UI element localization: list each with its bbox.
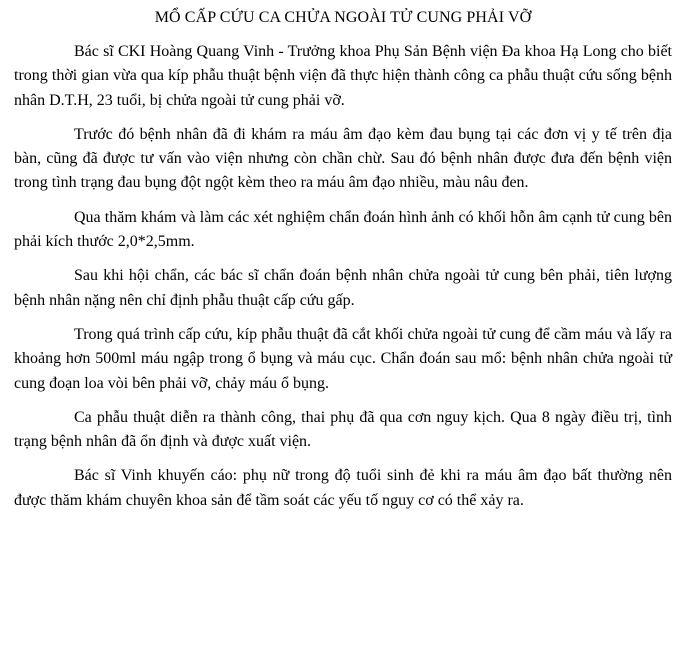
paragraph-6: Ca phẫu thuật diễn ra thành công, thai phụ đã qua cơn nguy kịch. Qua 8 ngày điều trị, tình trạng bệnh nhân đã ổn định và được xuất viện. (14, 408, 672, 451)
document-title: MỔ CẤP CỨU CA CHỬA NGOÀI TỬ CUNG PHẢI VỠ (154, 9, 532, 26)
paragraph-2: Trước đó bệnh nhân đã đi khám ra máu âm đạo kèm đau bụng tại các đơn vị y tế trên địa bàn, cũng đã được tư vấn vào viện nhưng còn chần chừ. Sau đó bệnh nhân được đưa đến bệnh viện trong tình trạng đau bụng đột ngột kèm theo ra máu âm đạo nhiều, màu nâu đen. (14, 125, 672, 192)
paragraph-4: Sau khi hội chẩn, các bác sĩ chẩn đoán bệnh nhân chửa ngoài tử cung bên phải, tiên lượng bệnh nhân nặng nên chỉ định phẫu thuật cấp cứu gấp. (14, 267, 672, 309)
paragraph-7: Bác sĩ Vinh khuyến cáo: phụ nữ trong độ tuổi sinh đẻ khi ra máu âm đạo bất thường nên được thăm khám chuyên khoa sản để tầm soát các yếu tố nguy cơ có thể xảy ra. (14, 467, 672, 509)
paragraph-3: Qua thăm khám và làm các xét nghiệm chẩn đoán hình ảnh có khối hỗn âm cạnh tử cung bên phải kích thước 2,0*2,5mm. (14, 208, 672, 251)
paragraph-5: Trong quá trình cấp cứu, kíp phẫu thuật đã cắt khối chửa ngoài tử cung để cầm máu và lấy ra khoảng hơn 500ml máu ngập trong ổ bụng và máu cục. Chẩn đoán sau mổ: bệnh nhân chửa ngoài tử cung đoạn loa vòi bên phải vỡ, chảy máu ổ bụng. (14, 325, 672, 392)
paragraph-1: Bác sĩ CKI Hoàng Quang Vinh - Trưởng khoa Phụ Sản Bệnh viện Đa khoa Hạ Long cho biết trong thời gian vừa qua kíp phẫu thuật bệnh viện đã thực hiện thành công ca phẫu thuật cứu sống bệnh nhân D.T.H, 23 tuổi, bị chửa ngoài tử cung phải vỡ. (14, 43, 672, 109)
